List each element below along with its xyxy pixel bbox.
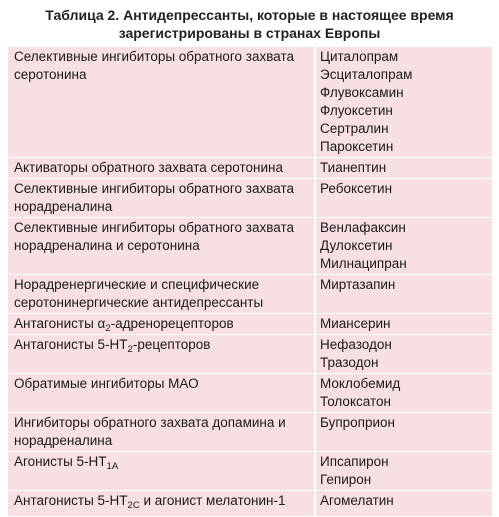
drug-name: Сертралин — [320, 121, 389, 136]
drug-list-cell — [315, 179, 492, 218]
table-row — [8, 335, 492, 374]
drug-name: Эсциталопрам — [320, 67, 413, 82]
subscript-text: 2 — [105, 323, 111, 334]
drug-name: Моклобемид — [320, 376, 401, 391]
drug-class-label: Активаторы обратного захвата серотонина — [14, 160, 283, 175]
drug-name: Дулоксетин — [320, 238, 393, 253]
table-row — [8, 158, 492, 179]
drug-list-cell — [315, 314, 492, 335]
drug-class-label: Селективные ингибиторы обратного захвата норадреналина и серотонина — [14, 220, 295, 253]
drug-name: Агомелатин — [320, 493, 394, 508]
drug-name: Пароксетин — [320, 139, 394, 154]
table-row — [8, 179, 492, 218]
drug-name: Нефазодон — [320, 337, 392, 352]
drug-class-label: Селективные ингибиторы обратного захвата серотонина — [14, 49, 295, 82]
drug-class-label-suffix: и агонист мелатонин-1 — [139, 493, 286, 508]
table-row — [8, 491, 492, 517]
drug-class-cell — [8, 374, 315, 413]
drug-name: Миансерин — [320, 316, 391, 331]
drug-list-cell — [315, 452, 492, 491]
drug-class-cell — [8, 47, 315, 158]
drug-class-label-prefix: Антагонисты α — [14, 316, 106, 331]
table-row — [8, 47, 492, 158]
subscript-text: 1A — [106, 461, 119, 472]
drug-class-label — [14, 454, 119, 472]
drug-name: Тразодон — [320, 355, 379, 370]
table-row — [8, 452, 492, 491]
drug-name: Милнаципран — [320, 256, 407, 271]
drug-class-label-suffix: -рецепторов — [132, 337, 211, 352]
drug-list-cell — [315, 491, 492, 517]
drug-class-cell — [8, 158, 315, 179]
drug-list-cell — [315, 218, 492, 275]
drug-class-label: Норадренергические и специфические серотонинергические антидепрессанты — [14, 277, 264, 310]
drug-name: Циталопрам — [320, 49, 399, 64]
drug-name: Ипсапирон — [320, 454, 389, 469]
drug-class-cell — [8, 413, 315, 452]
drug-class-cell — [8, 179, 315, 218]
drug-name: Гепирон — [320, 472, 372, 487]
drug-name: Бупроприон — [320, 415, 395, 430]
drug-class-label: Обратимые ингибиторы МАО — [14, 376, 199, 391]
drug-class-cell — [8, 335, 315, 374]
table-title-line-2: зарегистрированы в странах Европы — [118, 25, 381, 41]
drug-list-cell — [315, 335, 492, 374]
drug-class-label — [14, 316, 234, 334]
drug-class-cell — [8, 491, 315, 517]
table-title — [0, 0, 499, 42]
drug-class-label — [14, 337, 211, 355]
drug-class-label-prefix: Антагонисты 5-НТ — [14, 493, 128, 508]
table-title-line-1: Таблица 2. Антидепрессанты, которые в настоящее время — [45, 7, 454, 23]
drug-list-cell — [315, 413, 492, 452]
table-row — [8, 275, 492, 314]
antidepressants-table — [8, 47, 492, 517]
drug-list-cell — [315, 374, 492, 413]
drug-name: Венлафаксин — [320, 220, 406, 235]
drug-class-cell — [8, 452, 315, 491]
drug-class-label-suffix: -адренорецепторов — [110, 316, 234, 331]
drug-list-cell — [315, 275, 492, 314]
drug-list-cell — [315, 47, 492, 158]
drug-class-label-prefix: Агонисты 5-НТ — [14, 454, 107, 469]
drug-list-cell — [315, 158, 492, 179]
drug-class-cell — [8, 218, 315, 275]
drug-name: Ребоксетин — [320, 181, 393, 196]
drug-name: Тианептин — [320, 160, 387, 175]
drug-name: Флуоксетин — [320, 103, 393, 118]
table-row — [8, 218, 492, 275]
table-row — [8, 314, 492, 335]
subscript-text: 2 — [127, 344, 133, 355]
drug-class-cell — [8, 275, 315, 314]
drug-class-label: Селективные ингибиторы обратного захвата норадреналина — [14, 181, 295, 214]
drug-class-cell — [8, 314, 315, 335]
subscript-text: 2C — [127, 500, 140, 511]
drug-name: Флувоксамин — [320, 85, 404, 100]
drug-name: Толоксатон — [320, 394, 391, 409]
table-row — [8, 413, 492, 452]
drug-class-label-prefix: Антагонисты 5-НТ — [14, 337, 128, 352]
table-row — [8, 374, 492, 413]
drug-name: Миртазапин — [320, 277, 396, 292]
drug-class-label: Ингибиторы обратного захвата допамина и норадреналина — [14, 415, 286, 448]
